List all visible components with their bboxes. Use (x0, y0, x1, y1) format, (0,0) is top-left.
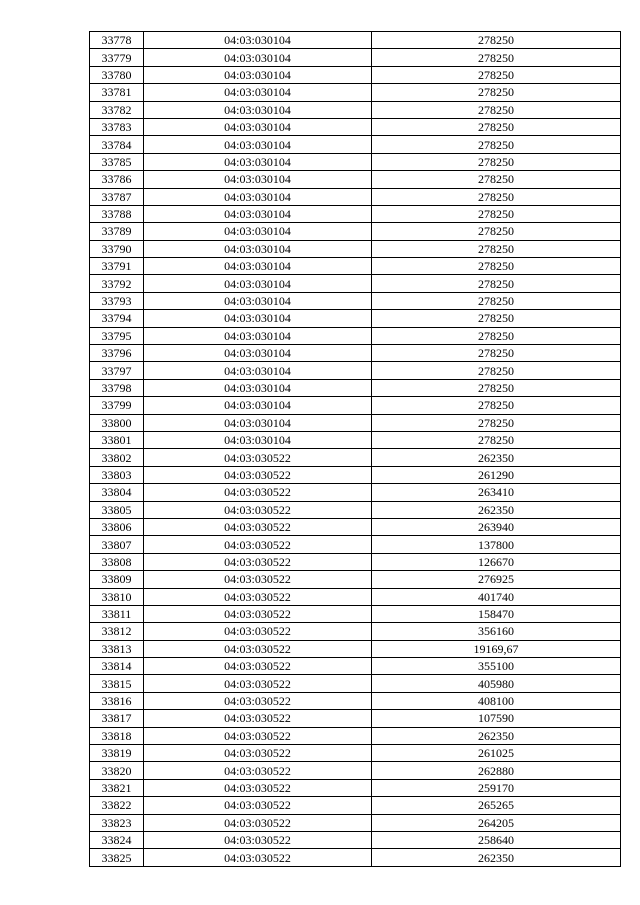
table-row (90, 153, 621, 170)
table-row (90, 223, 621, 240)
row-id-cell: 33778 (90, 32, 144, 49)
row-amount-cell: 278250 (372, 84, 621, 101)
row-id-cell: 33789 (90, 223, 144, 240)
table-row (90, 553, 621, 570)
row-code-cell: 04:03:030522 (144, 466, 372, 483)
row-amount-cell: 278250 (372, 188, 621, 205)
table-row (90, 49, 621, 66)
row-id-cell: 33809 (90, 571, 144, 588)
row-id-cell: 33811 (90, 605, 144, 622)
table-body (90, 32, 621, 867)
row-id-cell: 33818 (90, 727, 144, 744)
table-row (90, 379, 621, 396)
table-row (90, 397, 621, 414)
row-id-cell: 33780 (90, 66, 144, 83)
row-id-cell: 33798 (90, 379, 144, 396)
row-code-cell: 04:03:030104 (144, 153, 372, 170)
row-code-cell: 04:03:030104 (144, 240, 372, 257)
row-code-cell: 04:03:030522 (144, 553, 372, 570)
table-row (90, 292, 621, 309)
table-row (90, 658, 621, 675)
row-amount-cell: 278250 (372, 379, 621, 396)
table-row (90, 571, 621, 588)
row-code-cell: 04:03:030104 (144, 414, 372, 431)
row-id-cell: 33810 (90, 588, 144, 605)
row-id-cell: 33824 (90, 831, 144, 848)
row-amount-cell: 262350 (372, 849, 621, 866)
row-id-cell: 33779 (90, 49, 144, 66)
table-row (90, 431, 621, 448)
row-amount-cell: 261025 (372, 745, 621, 762)
row-amount-cell: 265265 (372, 797, 621, 814)
row-amount-cell: 355100 (372, 658, 621, 675)
row-id-cell: 33816 (90, 692, 144, 709)
row-id-cell: 33801 (90, 431, 144, 448)
table-row (90, 814, 621, 831)
row-id-cell: 33796 (90, 345, 144, 362)
row-id-cell: 33812 (90, 623, 144, 640)
row-id-cell: 33813 (90, 640, 144, 657)
row-id-cell: 33794 (90, 310, 144, 327)
row-code-cell: 04:03:030522 (144, 518, 372, 535)
table-row (90, 484, 621, 501)
table-row (90, 692, 621, 709)
row-code-cell: 04:03:030104 (144, 188, 372, 205)
row-id-cell: 33804 (90, 484, 144, 501)
row-id-cell: 33781 (90, 84, 144, 101)
table-row (90, 727, 621, 744)
row-id-cell: 33797 (90, 362, 144, 379)
row-id-cell: 33807 (90, 536, 144, 553)
row-id-cell: 33790 (90, 240, 144, 257)
table-row (90, 66, 621, 83)
row-amount-cell: 126670 (372, 553, 621, 570)
row-code-cell: 04:03:030104 (144, 223, 372, 240)
row-code-cell: 04:03:030522 (144, 449, 372, 466)
row-code-cell: 04:03:030104 (144, 205, 372, 222)
row-id-cell: 33795 (90, 327, 144, 344)
row-code-cell: 04:03:030104 (144, 362, 372, 379)
row-id-cell: 33823 (90, 814, 144, 831)
table-row (90, 536, 621, 553)
row-amount-cell: 405980 (372, 675, 621, 692)
row-code-cell: 04:03:030522 (144, 640, 372, 657)
row-code-cell: 04:03:030104 (144, 275, 372, 292)
row-amount-cell: 278250 (372, 101, 621, 118)
row-amount-cell: 278250 (372, 153, 621, 170)
table-row (90, 449, 621, 466)
row-amount-cell: 278250 (372, 397, 621, 414)
row-code-cell: 04:03:030522 (144, 849, 372, 866)
row-id-cell: 33822 (90, 797, 144, 814)
table-row (90, 518, 621, 535)
table-row (90, 136, 621, 153)
row-id-cell: 33791 (90, 258, 144, 275)
row-id-cell: 33820 (90, 762, 144, 779)
row-code-cell: 04:03:030104 (144, 397, 372, 414)
row-id-cell: 33803 (90, 466, 144, 483)
row-amount-cell: 262350 (372, 449, 621, 466)
row-code-cell: 04:03:030522 (144, 779, 372, 796)
row-id-cell: 33805 (90, 501, 144, 518)
row-code-cell: 04:03:030104 (144, 171, 372, 188)
row-code-cell: 04:03:030104 (144, 258, 372, 275)
table-row (90, 101, 621, 118)
row-amount-cell: 278250 (372, 275, 621, 292)
row-amount-cell: 262350 (372, 727, 621, 744)
row-code-cell: 04:03:030522 (144, 484, 372, 501)
row-amount-cell: 278250 (372, 327, 621, 344)
row-amount-cell: 19169,67 (372, 640, 621, 657)
row-amount-cell: 278250 (372, 205, 621, 222)
table-row (90, 640, 621, 657)
row-id-cell: 33815 (90, 675, 144, 692)
row-amount-cell: 278250 (372, 32, 621, 49)
row-id-cell: 33825 (90, 849, 144, 866)
row-id-cell: 33785 (90, 153, 144, 170)
row-amount-cell: 258640 (372, 831, 621, 848)
row-amount-cell: 278250 (372, 431, 621, 448)
row-amount-cell: 276925 (372, 571, 621, 588)
row-code-cell: 04:03:030522 (144, 762, 372, 779)
row-code-cell: 04:03:030104 (144, 101, 372, 118)
row-code-cell: 04:03:030104 (144, 66, 372, 83)
table-row (90, 188, 621, 205)
row-amount-cell: 278250 (372, 258, 621, 275)
row-amount-cell: 356160 (372, 623, 621, 640)
table-row (90, 675, 621, 692)
row-id-cell: 33783 (90, 118, 144, 135)
data-table (89, 31, 621, 867)
row-code-cell: 04:03:030522 (144, 571, 372, 588)
table-row (90, 240, 621, 257)
row-code-cell: 04:03:030522 (144, 745, 372, 762)
table-row (90, 258, 621, 275)
row-code-cell: 04:03:030104 (144, 136, 372, 153)
table-row (90, 32, 621, 49)
row-code-cell: 04:03:030522 (144, 623, 372, 640)
row-code-cell: 04:03:030104 (144, 292, 372, 309)
row-id-cell: 33808 (90, 553, 144, 570)
table-row (90, 605, 621, 622)
row-amount-cell: 278250 (372, 49, 621, 66)
table-row (90, 797, 621, 814)
table-row (90, 466, 621, 483)
table-row (90, 779, 621, 796)
row-amount-cell: 278250 (372, 310, 621, 327)
table-row (90, 118, 621, 135)
row-amount-cell: 278250 (372, 171, 621, 188)
table-row (90, 362, 621, 379)
row-code-cell: 04:03:030522 (144, 605, 372, 622)
table-row (90, 345, 621, 362)
row-code-cell: 04:03:030104 (144, 32, 372, 49)
row-code-cell: 04:03:030104 (144, 327, 372, 344)
row-code-cell: 04:03:030522 (144, 501, 372, 518)
row-id-cell: 33782 (90, 101, 144, 118)
row-code-cell: 04:03:030522 (144, 814, 372, 831)
row-amount-cell: 278250 (372, 345, 621, 362)
row-id-cell: 33792 (90, 275, 144, 292)
row-amount-cell: 261290 (372, 466, 621, 483)
table-row (90, 171, 621, 188)
row-id-cell: 33788 (90, 205, 144, 222)
row-id-cell: 33814 (90, 658, 144, 675)
row-amount-cell: 278250 (372, 66, 621, 83)
table-row (90, 623, 621, 640)
row-amount-cell: 278250 (372, 362, 621, 379)
table-row (90, 205, 621, 222)
table-row (90, 501, 621, 518)
row-code-cell: 04:03:030522 (144, 658, 372, 675)
row-code-cell: 04:03:030522 (144, 727, 372, 744)
row-id-cell: 33819 (90, 745, 144, 762)
table-row (90, 710, 621, 727)
row-amount-cell: 278250 (372, 118, 621, 135)
row-code-cell: 04:03:030522 (144, 831, 372, 848)
row-id-cell: 33793 (90, 292, 144, 309)
row-code-cell: 04:03:030104 (144, 379, 372, 396)
row-amount-cell: 264205 (372, 814, 621, 831)
row-amount-cell: 263410 (372, 484, 621, 501)
row-code-cell: 04:03:030522 (144, 692, 372, 709)
table-row (90, 84, 621, 101)
table-row (90, 310, 621, 327)
table-row (90, 588, 621, 605)
row-amount-cell: 107590 (372, 710, 621, 727)
row-amount-cell: 262350 (372, 501, 621, 518)
table-row (90, 327, 621, 344)
row-id-cell: 33806 (90, 518, 144, 535)
row-id-cell: 33800 (90, 414, 144, 431)
row-code-cell: 04:03:030104 (144, 118, 372, 135)
table-row (90, 849, 621, 866)
row-code-cell: 04:03:030104 (144, 310, 372, 327)
row-code-cell: 04:03:030522 (144, 675, 372, 692)
row-amount-cell: 278250 (372, 292, 621, 309)
row-id-cell: 33821 (90, 779, 144, 796)
table-row (90, 275, 621, 292)
row-code-cell: 04:03:030522 (144, 710, 372, 727)
row-amount-cell: 278250 (372, 414, 621, 431)
row-amount-cell: 263940 (372, 518, 621, 535)
table-row (90, 831, 621, 848)
row-amount-cell: 408100 (372, 692, 621, 709)
table-row (90, 762, 621, 779)
row-code-cell: 04:03:030522 (144, 536, 372, 553)
row-code-cell: 04:03:030522 (144, 588, 372, 605)
row-amount-cell: 158470 (372, 605, 621, 622)
row-code-cell: 04:03:030104 (144, 345, 372, 362)
row-amount-cell: 262880 (372, 762, 621, 779)
row-amount-cell: 278250 (372, 240, 621, 257)
table-row (90, 745, 621, 762)
row-code-cell: 04:03:030104 (144, 431, 372, 448)
row-id-cell: 33799 (90, 397, 144, 414)
row-id-cell: 33784 (90, 136, 144, 153)
row-id-cell: 33817 (90, 710, 144, 727)
row-amount-cell: 278250 (372, 223, 621, 240)
row-code-cell: 04:03:030104 (144, 84, 372, 101)
row-amount-cell: 137800 (372, 536, 621, 553)
row-amount-cell: 278250 (372, 136, 621, 153)
row-id-cell: 33787 (90, 188, 144, 205)
row-code-cell: 04:03:030522 (144, 797, 372, 814)
table-row (90, 414, 621, 431)
row-id-cell: 33802 (90, 449, 144, 466)
row-amount-cell: 259170 (372, 779, 621, 796)
row-amount-cell: 401740 (372, 588, 621, 605)
row-code-cell: 04:03:030104 (144, 49, 372, 66)
row-id-cell: 33786 (90, 171, 144, 188)
